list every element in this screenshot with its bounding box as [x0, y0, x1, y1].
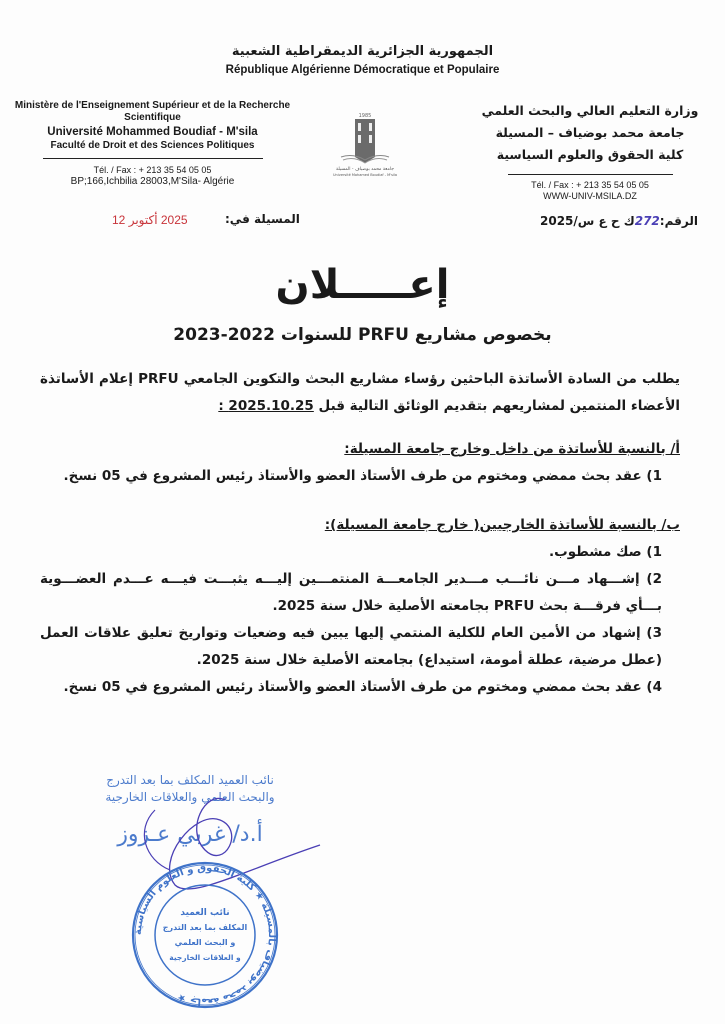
- intro-paragraph: [40, 366, 680, 420]
- intro-end: :: [218, 398, 229, 414]
- ref-label: الرقم:: [659, 214, 698, 228]
- list-item: 4) عقد بحث ممضي ومختوم من طرف الأستاذ العضو والأستاذ رئيس المشروع في 05 نسخ.: [63, 679, 662, 695]
- divider: [508, 174, 673, 175]
- list-item: 2) إشـــهاد مـــن نائـــب مـــدير الجامعـــة المنتمـــين إليـــه يثبـــت فيـــه عـــدم العضـــوية بـــأي فرقـــة بحث PRFU بجامعته الأصلية خلال سنة 2025.: [40, 571, 662, 614]
- faculty-fr: Faculté de Droit et des Sciences Politiques: [50, 140, 255, 151]
- stamp-inner-ring: [155, 885, 255, 985]
- signatory-title-line2: والبحث العلمي والعلاقات الخارجية: [105, 790, 275, 804]
- intro-text: يطلب من السادة الأساتذة الباحثين رؤساء مشاريع البحث والتكوين الجامعي PRFU إعلام الأساتذة الأعضاء المنتمين لمشاريعهم بتقديم الوثائق التالية قبل: [40, 371, 680, 414]
- university-ar: جامعة محمد بوضياف – المسيلة: [495, 125, 685, 140]
- tower-logo-icon: [325, 110, 405, 180]
- announcement-title: إعـــــلان: [275, 262, 450, 308]
- announcement-subject: بخصوص مشاريع PRFU للسنوات 2022-2023: [173, 325, 552, 345]
- logo-caption-ar: جامعة محمد بوضياف - المسيلة: [335, 167, 395, 172]
- header-left-french: [10, 100, 295, 188]
- signatory-name: أ.د/ غربي عـزوز: [117, 822, 263, 847]
- phone-ar-side: Tél. / Fax : + 213 35 54 05 05: [531, 180, 649, 190]
- section-b-heading: ب/ بالنسبة للأساتذة الخارجيين( خارج جامعة المسيلة):: [324, 517, 680, 533]
- place-date-label: المسيلة في:: [225, 212, 300, 226]
- section-b: [40, 512, 680, 701]
- section-a: [40, 436, 680, 490]
- stamp-inner-line2: المكلف بما بعد التدرج: [162, 923, 248, 932]
- reference-number: [540, 214, 698, 228]
- list-item: 1) عقد بحث ممضي ومختوم من طرف الأستاذ العضو والأستاذ رئيس المشروع في 05 نسخ.: [63, 468, 662, 484]
- list-item: 3) إشهاد من الأمين العام للكلية المنتمي إليها يبين فيه وضعيات وتواريخ تعليق علاقات العمل (عطل مرضية، عطلة أمومة، استيداع) بجامعته الأصلية خلال سنة 2025.: [40, 625, 662, 668]
- divider: [43, 158, 263, 159]
- logo-caption-fr: Université Mohamed Boudiaf - M'sila: [333, 173, 397, 177]
- ref-suffix: ك ح ع س/2025: [540, 214, 635, 228]
- university-fr: Université Mohammed Boudiaf - M'sila: [47, 126, 258, 138]
- section-a-heading: أ/ بالنسبة للأساتذة من داخل وخارج جامعة المسيلة:: [344, 441, 680, 457]
- address-fr: BP;166,Ichbilia 28003,M'Sila- Algérie: [70, 176, 235, 187]
- official-stamp-icon: [120, 860, 290, 1010]
- list-item: 1) صك مشطوب.: [549, 544, 662, 560]
- logo-year: 1985: [358, 113, 372, 119]
- republic-arabic: الجمهورية الجزائرية الديمقراطية الشعبية: [231, 44, 494, 59]
- ministry-fr: Ministère de l'Enseignement Supérieur et de la Recherche Scientifique: [14, 100, 291, 123]
- deadline-date: 2025.10.25: [228, 398, 314, 414]
- faculty-ar: كلية الحقوق والعلوم السياسية: [496, 147, 684, 162]
- signatory-title-line1: نائب العميد المكلف بما بعد التدرج: [106, 773, 274, 787]
- ref-handwritten-number: 272: [634, 214, 660, 228]
- stamp-inner-line4: و العلاقات الخارجية: [169, 953, 241, 962]
- stamp-inner-line3: و البحث العلمي: [174, 938, 236, 947]
- phone-fr: Tél. / Fax : + 213 35 54 05 05: [93, 165, 212, 175]
- university-logo: [325, 110, 405, 180]
- date-stamp: 2025 أكتوبر 12: [112, 213, 188, 227]
- republic-french: République Algérienne Démocratique et Populaire: [225, 64, 500, 76]
- ministry-ar: وزارة التعليم العالي والبحث العلمي: [481, 103, 699, 118]
- stamp-outer-text: جامعة محمد بوضياف بالمسيلة ★ كلية الحقوق و العلوم السياسية ★: [132, 862, 278, 1008]
- header-right-arabic: [460, 100, 720, 202]
- website: WWW-UNIV-MSILA.DZ: [543, 191, 637, 201]
- stamp-inner-line1: نائب العميد: [180, 908, 230, 918]
